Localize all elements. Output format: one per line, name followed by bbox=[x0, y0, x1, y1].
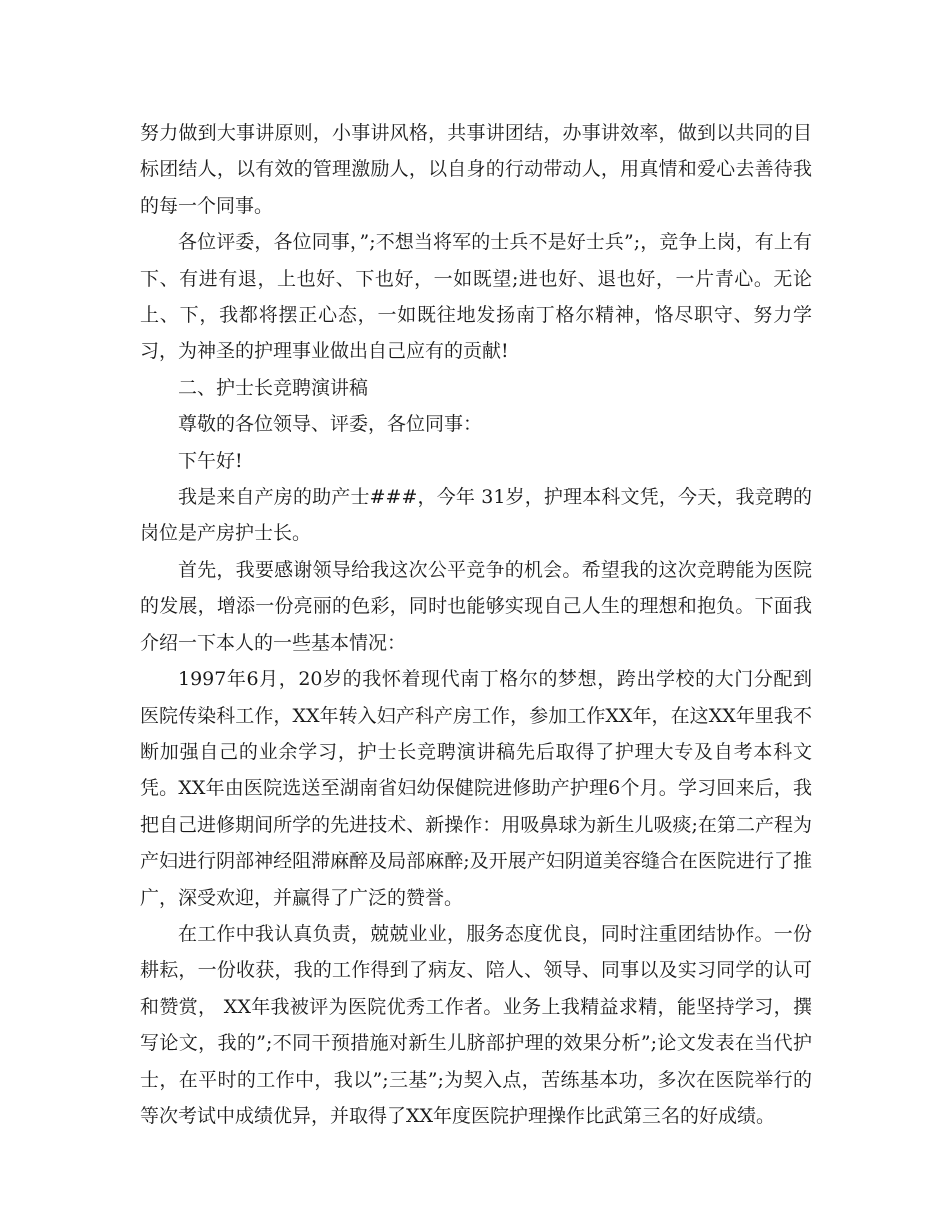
paragraph: 努力做到大事讲原则，小事讲风格，共事讲团结，办事讲效率，做到以共同的目标团结人，以有效的管理激励人，以自身的行动带动人，用真情和爱心去善待我的每一个同事。 bbox=[140, 122, 812, 217]
section-heading: 二、护士长竞聘演讲稿 bbox=[178, 376, 369, 399]
greeting: 下午好! bbox=[178, 449, 243, 472]
document-body bbox=[140, 115, 812, 1134]
paragraph: 各位评委，各位同事，”;不想当将军的士兵不是好士兵”;，竞争上岗，有上有下、有进有退，上也好、下也好，一如既望;进也好、退也好，一片青心。无论上、下，我都将摆正心态，一如既往地发扬南丁格尔精神，恪尽职守、努力学习，为神圣的护理事业做出自己应有的贡献! bbox=[140, 231, 812, 363]
paragraph: 首先，我要感谢领导给我这次公平竞争的机会。希望我的这次竞聘能为医院的发展，增添一份亮丽的色彩，同时也能够实现自己人生的理想和抱负。下面我介绍一下本人的一些基本情况： bbox=[140, 558, 812, 654]
paragraph: 我是来自产房的助产士###，今年 31岁，护理本科文凭，今天，我竞聘的岗位是产房护士长。 bbox=[140, 486, 812, 545]
salutation: 尊敬的各位领导、评委，各位同事： bbox=[178, 413, 483, 436]
paragraph: 1997年6月，20岁的我怀着现代南丁格尔的梦想，跨出学校的大门分配到医院传染科工作，XX年转入妇产科产房工作，参加工作XX年，在这XX年里我不断加强自己的业余学习，护士长竞聘演讲稿先后取得了护理大专及自考本科文凭。XX年由医院选送至湖南省妇幼保健院进修助产护理6个月。学习回来后，我把自己进修期间所学的先进技术、新操作：用吸鼻球为新生儿吸痰;在第二产程为产妇进行阴部神经阻滞麻醉及局部麻醉;及开展产妇阴道美容缝合在医院进行了推广，深受欢迎，并赢得了广泛的赞誉。 bbox=[140, 668, 812, 909]
paragraph: 在工作中我认真负责，兢兢业业，服务态度优良，同时注重团结协作。一份耕耘，一份收获，我的工作得到了病友、陪人、领导、同事以及实习同学的认可和赞赏， XX年我被评为医院优秀工作者。业务上我精益求精，能坚持学习，撰写论文，我的”;不同干预措施对新生儿脐部护理的效果分析”;论文发表在当代护士，在平时的工作中，我以”;三基”;为契入点，苦练基本功，多次在医院举行的等次考试中成绩优异，并取得了XX年度医院护理操作比武第三名的好成绩。 bbox=[140, 922, 812, 1127]
